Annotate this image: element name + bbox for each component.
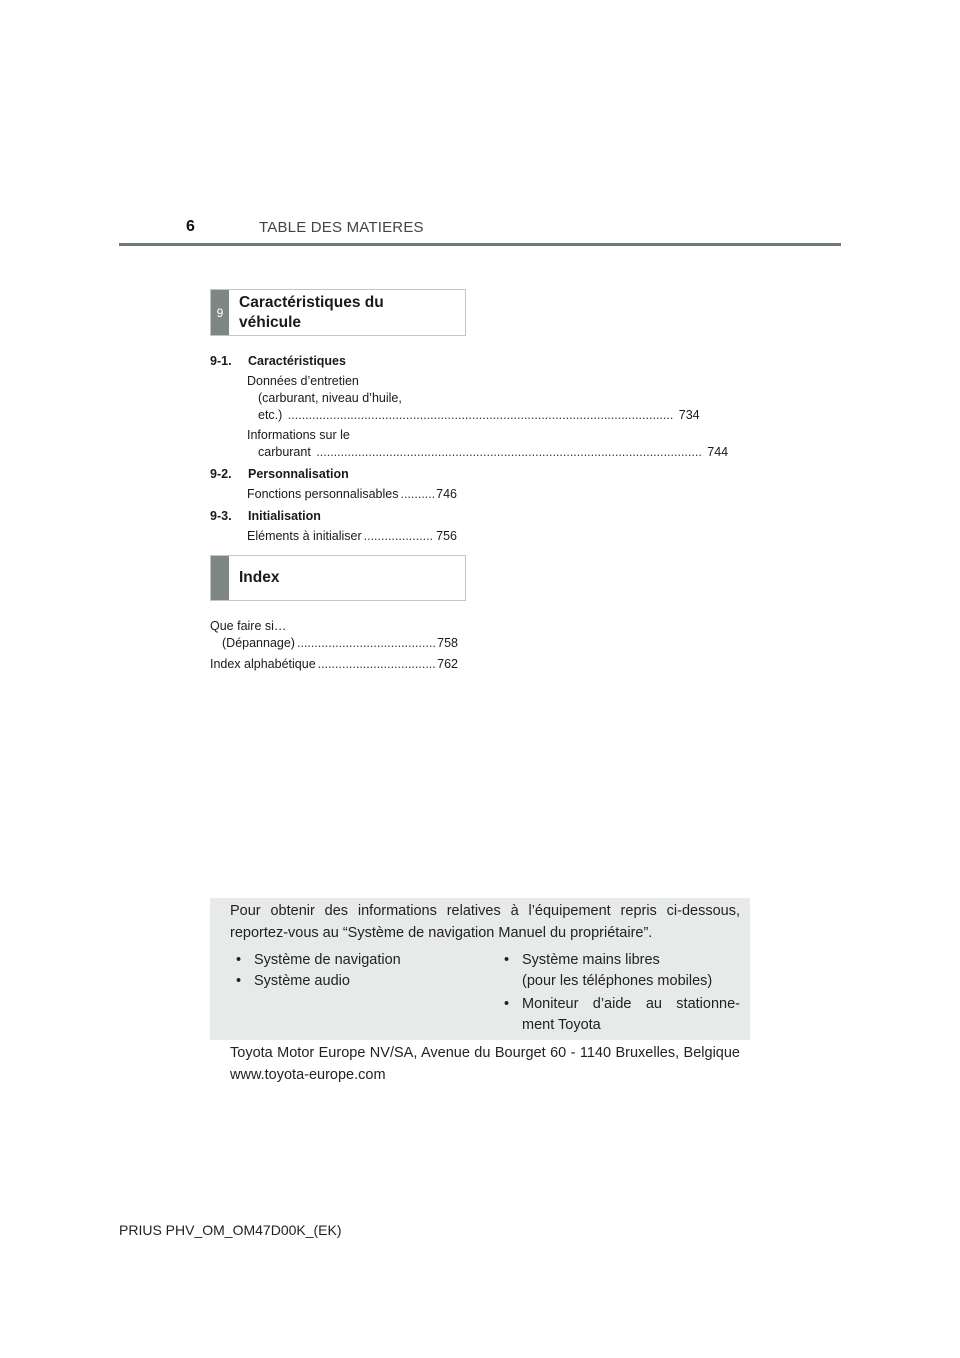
entry-page: 746 bbox=[436, 487, 457, 501]
dot-leader bbox=[297, 635, 435, 652]
entry-line: Informations sur le bbox=[247, 428, 350, 442]
entry-page: 744 bbox=[707, 445, 729, 459]
bullet-item bbox=[236, 950, 401, 971]
chapter-title: Personnalisation bbox=[248, 467, 349, 481]
entry-line: etc.) bbox=[258, 408, 283, 422]
bullet-text: Système de navigation bbox=[254, 952, 401, 968]
toc-entry[interactable] bbox=[247, 427, 729, 461]
bullet-item bbox=[504, 950, 740, 992]
info-box bbox=[210, 898, 750, 1040]
dot-leader bbox=[400, 486, 434, 503]
info-text: Pour obtenir des informations relatives à l’équipement repris ci-dessous, reportez-vous au “Système de navigation Manuel du propriétaire”. bbox=[230, 903, 740, 941]
toc-entry[interactable] bbox=[247, 373, 700, 424]
bullet-icon: • bbox=[504, 996, 510, 1012]
page-header-title: TABLE DES MATIERES bbox=[259, 219, 424, 236]
entry-line: Eléments à initialiser bbox=[247, 529, 362, 543]
section-tab-number: 9 bbox=[211, 290, 229, 335]
section-title bbox=[229, 290, 384, 335]
bullet-item bbox=[236, 971, 350, 992]
section-title-line2: véhicule bbox=[239, 313, 302, 331]
section-title: Index bbox=[239, 569, 280, 586]
entry-line: carburant bbox=[258, 445, 311, 459]
bullet-icon: • bbox=[236, 952, 242, 968]
entry-page: 762 bbox=[437, 657, 458, 671]
entry-line: (Dépannage) bbox=[222, 636, 295, 650]
bullet-item bbox=[504, 994, 740, 1036]
chapter-title: Initialisation bbox=[248, 509, 321, 523]
bullet-icon: • bbox=[236, 973, 242, 989]
bullet-text: Système mains libres bbox=[522, 952, 660, 968]
toc-chapter-9-1[interactable] bbox=[210, 353, 346, 370]
section-tab bbox=[211, 556, 229, 600]
index-entry[interactable] bbox=[210, 656, 458, 673]
bullet-text: Moniteur d’aide au stationne- bbox=[522, 996, 740, 1012]
entry-page: 734 bbox=[678, 408, 700, 422]
section-box-9[interactable] bbox=[210, 289, 466, 336]
dot-leader bbox=[364, 528, 435, 545]
bullet-icon: • bbox=[504, 952, 510, 968]
publisher-address: Toyota Motor Europe NV/SA, Avenue du Bourget 60 - 1140 Bruxelles, Belgique www.toyota-europe.com bbox=[230, 1045, 740, 1083]
dot-leader bbox=[288, 408, 674, 422]
entry-line: (carburant, niveau d’huile, bbox=[258, 391, 402, 405]
entry-page: 758 bbox=[437, 636, 458, 650]
chapter-number: 9-1. bbox=[210, 354, 232, 368]
entry-line: Index alphabétique bbox=[210, 657, 316, 671]
entry-line: Fonctions personnalisables bbox=[247, 487, 399, 501]
dot-leader bbox=[316, 445, 702, 459]
section-title-line1: Caractéristiques du bbox=[239, 293, 384, 311]
entry-line: Que faire si… bbox=[210, 619, 287, 633]
dot-leader bbox=[318, 656, 435, 673]
page-number: 6 bbox=[186, 218, 195, 235]
chapter-number: 9-2. bbox=[210, 467, 232, 481]
toc-chapter-9-3[interactable] bbox=[210, 508, 321, 525]
chapter-title: Caractéristiques bbox=[248, 354, 346, 368]
bullet-text: Système audio bbox=[254, 973, 350, 989]
chapter-number: 9-3. bbox=[210, 509, 232, 523]
bullet-text: (pour les téléphones mobiles) bbox=[522, 973, 713, 989]
toc-entry[interactable] bbox=[247, 486, 457, 503]
section-box-index[interactable] bbox=[210, 555, 466, 601]
entry-line: Données d’entretien bbox=[247, 374, 359, 388]
toc-entry[interactable] bbox=[247, 528, 457, 545]
toc-chapter-9-2[interactable] bbox=[210, 466, 349, 483]
document-id: PRIUS PHV_OM_OM47D00K_(EK) bbox=[119, 1222, 342, 1238]
header-divider bbox=[119, 243, 841, 246]
entry-page: 756 bbox=[436, 529, 457, 543]
index-entry[interactable] bbox=[210, 618, 458, 652]
bullet-text: ment Toyota bbox=[522, 1017, 601, 1033]
